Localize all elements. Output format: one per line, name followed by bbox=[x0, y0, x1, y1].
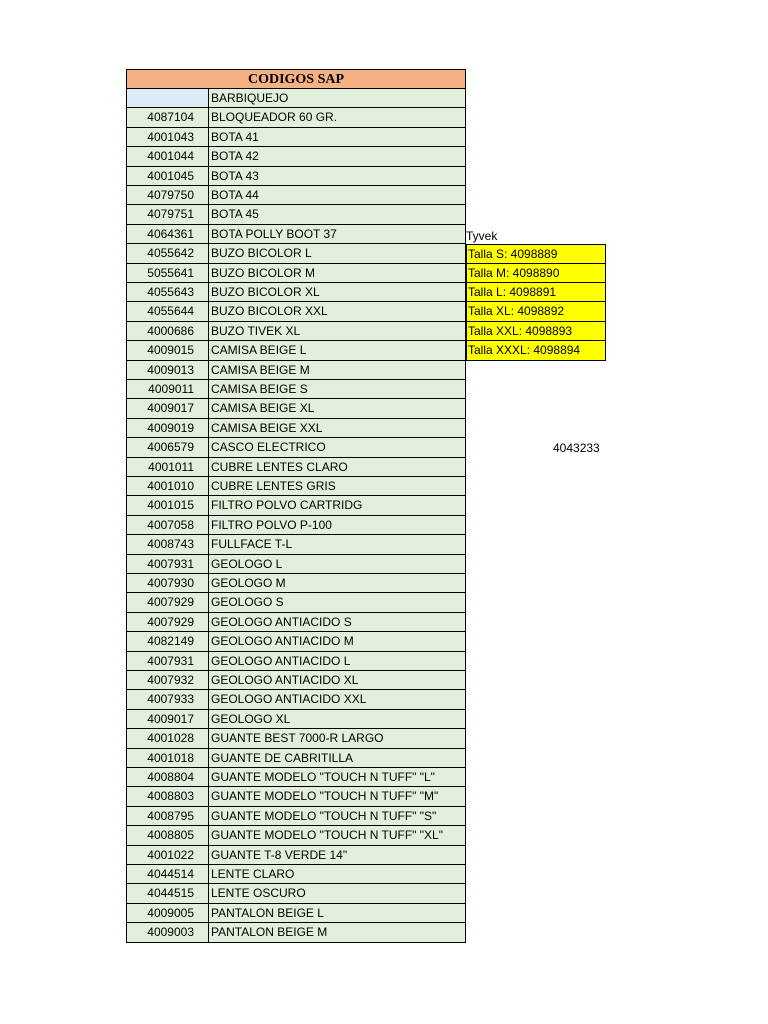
table-row bbox=[126, 632, 466, 651]
sap-code-cell[interactable]: 4009017 bbox=[126, 399, 209, 418]
sap-code-cell[interactable]: 4044515 bbox=[126, 884, 209, 903]
sap-code-cell[interactable] bbox=[126, 89, 209, 108]
sap-code-cell[interactable]: 4007933 bbox=[126, 690, 209, 709]
sap-code-cell[interactable]: 4007930 bbox=[126, 574, 209, 593]
item-description-cell[interactable]: GUANTE DE CABRITILLA bbox=[208, 749, 466, 768]
table-row bbox=[126, 167, 466, 186]
item-description-cell[interactable]: GUANTE MODELO "TOUCH N TUFF" "L" bbox=[208, 768, 466, 787]
sap-code-cell[interactable]: 4001045 bbox=[126, 167, 209, 186]
table-row bbox=[126, 807, 466, 826]
item-description-cell[interactable]: GEOLOGO L bbox=[208, 555, 466, 574]
item-description-cell[interactable]: GUANTE MODELO "TOUCH N TUFF" "S" bbox=[208, 807, 466, 826]
item-description-cell[interactable]: FILTRO POLVO P-100 bbox=[208, 516, 466, 535]
sap-code-cell[interactable]: 4001011 bbox=[126, 458, 209, 477]
sap-code-cell[interactable]: 4001043 bbox=[126, 128, 209, 147]
sap-code-cell[interactable]: 4001015 bbox=[126, 496, 209, 515]
sap-code-cell[interactable]: 5055641 bbox=[126, 264, 209, 283]
item-description-cell[interactable]: PANTALON BEIGE M bbox=[208, 923, 466, 942]
table-row bbox=[126, 225, 466, 244]
item-description-cell[interactable]: BOTA 44 bbox=[208, 186, 466, 205]
item-description-cell[interactable]: BUZO BICOLOR XL bbox=[208, 283, 466, 302]
item-description-cell[interactable]: CAMISA BEIGE M bbox=[208, 361, 466, 380]
item-description-cell[interactable]: CAMISA BEIGE S bbox=[208, 380, 466, 399]
table-row bbox=[126, 729, 466, 748]
table-row bbox=[126, 768, 466, 787]
table-row bbox=[126, 264, 466, 283]
sap-code-cell[interactable]: 4001022 bbox=[126, 846, 209, 865]
sap-code-cell[interactable]: 4079750 bbox=[126, 186, 209, 205]
tyvek-size-cell[interactable]: Talla XL: 4098892 bbox=[466, 302, 606, 321]
item-description-cell[interactable]: BOTA 43 bbox=[208, 167, 466, 186]
item-description-cell[interactable]: BLOQUEADOR 60 GR. bbox=[208, 108, 466, 127]
table-row bbox=[126, 671, 466, 690]
item-description-cell[interactable]: GUANTE BEST 7000-R LARGO bbox=[208, 729, 466, 748]
table-row bbox=[126, 865, 466, 884]
table-row bbox=[126, 283, 466, 302]
sap-code-cell[interactable]: 4007931 bbox=[126, 555, 209, 574]
sap-code-cell[interactable]: 4008795 bbox=[126, 807, 209, 826]
item-description-cell[interactable]: CUBRE LENTES CLARO bbox=[208, 458, 466, 477]
table-row bbox=[126, 496, 466, 515]
sap-code-cell[interactable]: 4001028 bbox=[126, 729, 209, 748]
item-description-cell[interactable]: GUANTE T-8 VERDE 14" bbox=[208, 846, 466, 865]
table-row bbox=[126, 690, 466, 709]
tyvek-size-cell[interactable]: Talla XXL: 4098893 bbox=[466, 322, 606, 341]
item-description-cell[interactable]: CAMISA BEIGE L bbox=[208, 341, 466, 360]
sap-code-cell[interactable]: 4001044 bbox=[126, 147, 209, 166]
item-description-cell[interactable]: BOTA 45 bbox=[208, 205, 466, 224]
sap-code-cell[interactable]: 4000686 bbox=[126, 322, 209, 341]
table-row bbox=[126, 361, 466, 380]
item-description-cell[interactable]: BUZO BICOLOR L bbox=[208, 244, 466, 263]
item-description-cell[interactable]: FILTRO POLVO CARTRIDG bbox=[208, 496, 466, 515]
table-row bbox=[126, 128, 466, 147]
sap-code-cell[interactable]: 4009011 bbox=[126, 380, 209, 399]
table-row bbox=[126, 89, 466, 108]
table-row bbox=[126, 652, 466, 671]
item-description-cell[interactable]: BOTA 41 bbox=[208, 128, 466, 147]
sap-code-cell[interactable]: 4008805 bbox=[126, 826, 209, 845]
table-row bbox=[126, 458, 466, 477]
table-row bbox=[126, 904, 466, 923]
item-description-cell[interactable]: GEOLOGO ANTIACIDO S bbox=[208, 613, 466, 632]
sap-code-cell[interactable]: 4079751 bbox=[126, 205, 209, 224]
table-row bbox=[126, 593, 466, 612]
sap-code-cell[interactable]: 4008743 bbox=[126, 535, 209, 554]
item-description-cell[interactable]: GEOLOGO XL bbox=[208, 710, 466, 729]
table-row bbox=[126, 516, 466, 535]
table-row bbox=[126, 826, 466, 845]
table-row bbox=[126, 419, 466, 438]
sap-code-cell[interactable]: 4007931 bbox=[126, 652, 209, 671]
item-description-cell[interactable]: GEOLOGO M bbox=[208, 574, 466, 593]
sap-code-cell[interactable]: 4009013 bbox=[126, 361, 209, 380]
sap-code-cell[interactable]: 4055643 bbox=[126, 283, 209, 302]
tyvek-size-cell[interactable]: Talla XXXL: 4098894 bbox=[466, 341, 606, 360]
table-row bbox=[126, 884, 466, 903]
tyvek-size-cell[interactable]: Talla M: 4098890 bbox=[466, 264, 606, 283]
sap-code-cell[interactable]: 4064361 bbox=[126, 225, 209, 244]
sap-code-cell[interactable]: 4001010 bbox=[126, 477, 209, 496]
item-description-cell[interactable]: BOTA POLLY BOOT 37 bbox=[208, 225, 466, 244]
table-row bbox=[126, 477, 466, 496]
item-description-cell[interactable]: GEOLOGO ANTIACIDO L bbox=[208, 652, 466, 671]
table-row bbox=[126, 574, 466, 593]
sap-code-cell[interactable]: 4082149 bbox=[126, 632, 209, 651]
table-row bbox=[126, 749, 466, 768]
item-description-cell[interactable]: FULLFACE T-L bbox=[208, 535, 466, 554]
sap-code-cell[interactable]: 4006579 bbox=[126, 438, 209, 457]
table-row bbox=[126, 923, 466, 942]
sap-code-cell[interactable]: 4044514 bbox=[126, 865, 209, 884]
table-row bbox=[126, 555, 466, 574]
table-row bbox=[126, 399, 466, 418]
sap-code-cell[interactable]: 4009017 bbox=[126, 710, 209, 729]
item-description-cell[interactable]: LENTE CLARO bbox=[208, 865, 466, 884]
item-description-cell[interactable]: BOTA 42 bbox=[208, 147, 466, 166]
sap-code-cell[interactable]: 4007929 bbox=[126, 593, 209, 612]
table-row bbox=[126, 302, 466, 321]
table-row bbox=[126, 438, 466, 457]
table-row bbox=[126, 147, 466, 166]
sap-code-cell[interactable]: 4009015 bbox=[126, 341, 209, 360]
item-description-cell[interactable]: GEOLOGO ANTIACIDO XL bbox=[208, 671, 466, 690]
table-row bbox=[126, 846, 466, 865]
item-description-cell[interactable]: GEOLOGO ANTIACIDO XXL bbox=[208, 690, 466, 709]
tyvek-label[interactable]: Tyvek bbox=[466, 229, 498, 243]
item-description-cell[interactable]: BUZO BICOLOR XXL bbox=[208, 302, 466, 321]
table-row bbox=[126, 613, 466, 632]
sap-code-cell[interactable]: 4008803 bbox=[126, 787, 209, 806]
item-description-cell[interactable]: CAMISA BEIGE XXL bbox=[208, 419, 466, 438]
table-row bbox=[126, 108, 466, 127]
table-row bbox=[126, 186, 466, 205]
item-description-cell[interactable]: GUANTE MODELO "TOUCH N TUFF" "M" bbox=[208, 787, 466, 806]
sap-code-cell[interactable]: 4009019 bbox=[126, 419, 209, 438]
item-description-cell[interactable]: BARBIQUEJO bbox=[208, 89, 466, 108]
item-description-cell[interactable]: LENTE OSCURO bbox=[208, 884, 466, 903]
item-description-cell[interactable]: CUBRE LENTES GRIS bbox=[208, 477, 466, 496]
item-description-cell[interactable]: GEOLOGO S bbox=[208, 593, 466, 612]
sap-code-cell[interactable]: 4009003 bbox=[126, 923, 209, 942]
table-row bbox=[126, 205, 466, 224]
sap-code-cell[interactable]: 4055644 bbox=[126, 302, 209, 321]
table-row bbox=[126, 710, 466, 729]
item-description-cell[interactable]: BUZO BICOLOR M bbox=[208, 264, 466, 283]
table-row bbox=[126, 341, 466, 360]
table-row bbox=[126, 244, 466, 263]
item-description-cell[interactable]: CASCO ELECTRICO bbox=[208, 438, 466, 457]
sap-code-cell[interactable]: 4007058 bbox=[126, 516, 209, 535]
tyvek-size-cell[interactable]: Talla S: 4098889 bbox=[466, 244, 606, 263]
tyvek-size-cell[interactable]: Talla L: 4098891 bbox=[466, 283, 606, 302]
side-code-cell[interactable]: 4043233 bbox=[553, 441, 600, 455]
item-description-cell[interactable]: BUZO TIVEK XL bbox=[208, 322, 466, 341]
sap-code-cell[interactable]: 4008804 bbox=[126, 768, 209, 787]
table-row bbox=[126, 380, 466, 399]
sap-code-cell[interactable]: 4055642 bbox=[126, 244, 209, 263]
table-row bbox=[126, 322, 466, 341]
sap-code-cell[interactable]: 4087104 bbox=[126, 108, 209, 127]
table-row bbox=[126, 787, 466, 806]
item-description-cell[interactable]: GEOLOGO ANTIACIDO M bbox=[208, 632, 466, 651]
item-description-cell[interactable]: PANTALON BEIGE L bbox=[208, 904, 466, 923]
table-title[interactable]: CODIGOS SAP bbox=[126, 69, 466, 89]
item-description-cell[interactable]: GUANTE MODELO "TOUCH N TUFF" "XL" bbox=[208, 826, 466, 845]
item-description-cell[interactable]: CAMISA BEIGE XL bbox=[208, 399, 466, 418]
table-row bbox=[126, 535, 466, 554]
sap-code-cell[interactable]: 4001018 bbox=[126, 749, 209, 768]
sap-code-cell[interactable]: 4007929 bbox=[126, 613, 209, 632]
sap-code-cell[interactable]: 4009005 bbox=[126, 904, 209, 923]
sap-code-cell[interactable]: 4007932 bbox=[126, 671, 209, 690]
